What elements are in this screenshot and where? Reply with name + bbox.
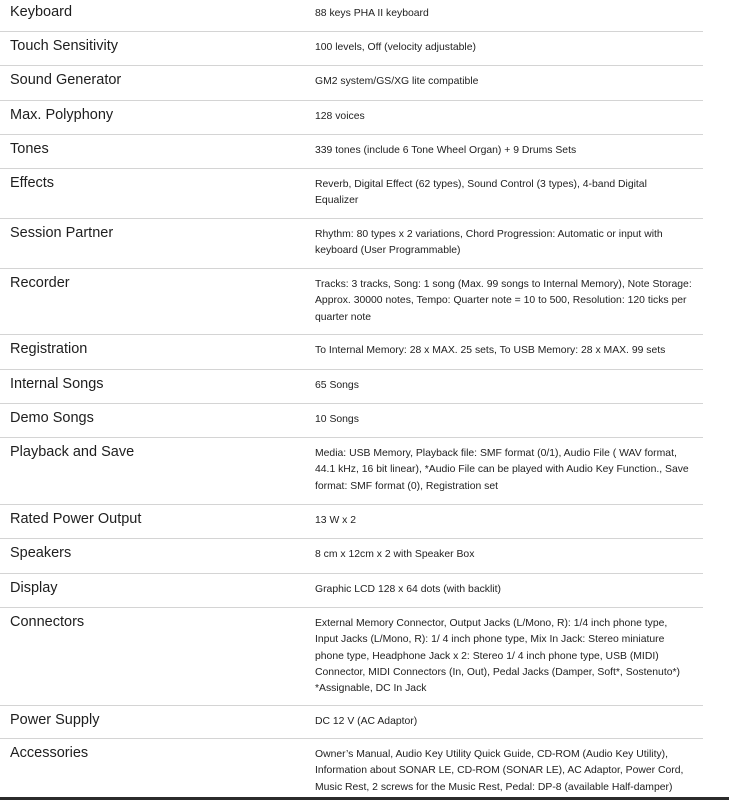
spec-row-session-partner (0, 219, 703, 269)
spec-label: Touch Sensitivity (10, 38, 118, 54)
spec-label: Recorder (10, 275, 70, 291)
spec-label: Rated Power Output (10, 511, 142, 527)
spec-row-playback-and-save (0, 438, 703, 505)
spec-row-demo-songs (0, 404, 703, 438)
spec-row-tones (0, 135, 703, 169)
spec-label: Accessories (10, 745, 89, 761)
spec-value: Media: USB Memory, Playback file: SMF format (0/1), Audio File ( WAV format, 44.1 kHz, 16 bit linear), *Audio File can be played with Audio Key Function., Save format: SMF format (0), Registration set (315, 448, 689, 492)
spec-label: Effects (10, 175, 55, 191)
spec-value: 10 Songs (315, 414, 359, 425)
spec-value: 8 cm x 12cm x 2 with Speaker Box (315, 549, 475, 560)
spec-row-sound-generator (0, 66, 703, 101)
spec-label: Sound Generator (10, 72, 122, 88)
spec-value: Reverb, Digital Effect (62 types), Sound Control (3 types), 4-band Digital Equalizer (315, 179, 647, 207)
spec-value: 88 keys PHA II keyboard (315, 8, 429, 19)
spec-row-accessories (0, 739, 703, 799)
spec-label: Speakers (10, 545, 72, 561)
spec-row-effects (0, 169, 703, 219)
spec-value: 65 Songs (315, 380, 359, 391)
spec-value: 128 voices (315, 111, 365, 122)
spec-row-power-supply (0, 706, 703, 739)
spec-value: DC 12 V (AC Adaptor) (315, 716, 418, 727)
spec-label: Session Partner (10, 225, 114, 241)
spec-label: Power Supply (10, 712, 100, 728)
spec-value: To Internal Memory: 28 x MAX. 25 sets, To USB Memory: 28 x MAX. 99 sets (315, 345, 666, 356)
spec-label: Internal Songs (10, 376, 104, 392)
spec-value: Tracks: 3 tracks, Song: 1 song (Max. 99 songs to Internal Memory), Note Storage: Approx. 30000 notes, Tempo: Quarter note = 10 to 500, Resolution: 120 ticks per quarter note (315, 279, 692, 323)
spec-label: Max. Polyphony (10, 107, 114, 123)
spec-label: Playback and Save (10, 444, 135, 460)
spec-label: Registration (10, 341, 88, 357)
spec-value: External Memory Connector, Output Jacks (L/Mono, R): 1/4 inch phone type, Input Jacks (L/Mono, R): 1/ 4 inch phone type, Mix In Jack: Stereo miniature phone type, Headphone Jack x 2: Stereo 1/ 4 inch phone type, USB (MIDI) Connector, MIDI Connectors (In, Out), Pedal Jacks (Damper, Soft*, Sostenuto*) *Assignable, DC In Jack (315, 618, 680, 695)
spec-value: 339 tones (include 6 Tone Wheel Organ) + 9 Drums Sets (315, 145, 577, 156)
spec-row-rated-power-output (0, 505, 703, 539)
spec-row-internal-songs (0, 370, 703, 404)
spec-label: Demo Songs (10, 410, 94, 426)
spec-label: Display (10, 580, 58, 596)
spec-value: GM2 system/GS/XG lite compatible (315, 76, 479, 87)
spec-value: Owner’s Manual, Audio Key Utility Quick Guide, CD-ROM (Audio Key Utility), Information about SONAR LE, CD-ROM (SONAR LE), AC Adaptor, Power Cord, Music Rest, 2 screws for the Music Rest, Pedal: DP-8 (available Half-damper) (315, 749, 684, 793)
spec-label: Keyboard (10, 4, 73, 20)
spec-row-max-polyphony (0, 101, 703, 135)
spec-value: Graphic LCD 128 x 64 dots (with backlit) (315, 584, 501, 595)
spec-row-connectors (0, 608, 703, 706)
spec-row-keyboard (0, 0, 703, 32)
spec-row-speakers (0, 539, 703, 574)
spec-row-recorder (0, 269, 703, 335)
spec-label: Tones (10, 141, 49, 157)
spec-row-display (0, 574, 703, 608)
spec-value: 100 levels, Off (velocity adjustable) (315, 42, 476, 53)
spec-value: Rhythm: 80 types x 2 variations, Chord Progression: Automatic or input with keyboard (User Programmable) (315, 229, 663, 257)
spec-label: Connectors (10, 614, 85, 630)
spec-row-registration (0, 335, 703, 370)
spec-value: 13 W x 2 (315, 515, 356, 526)
spec-row-touch-sensitivity (0, 32, 703, 66)
